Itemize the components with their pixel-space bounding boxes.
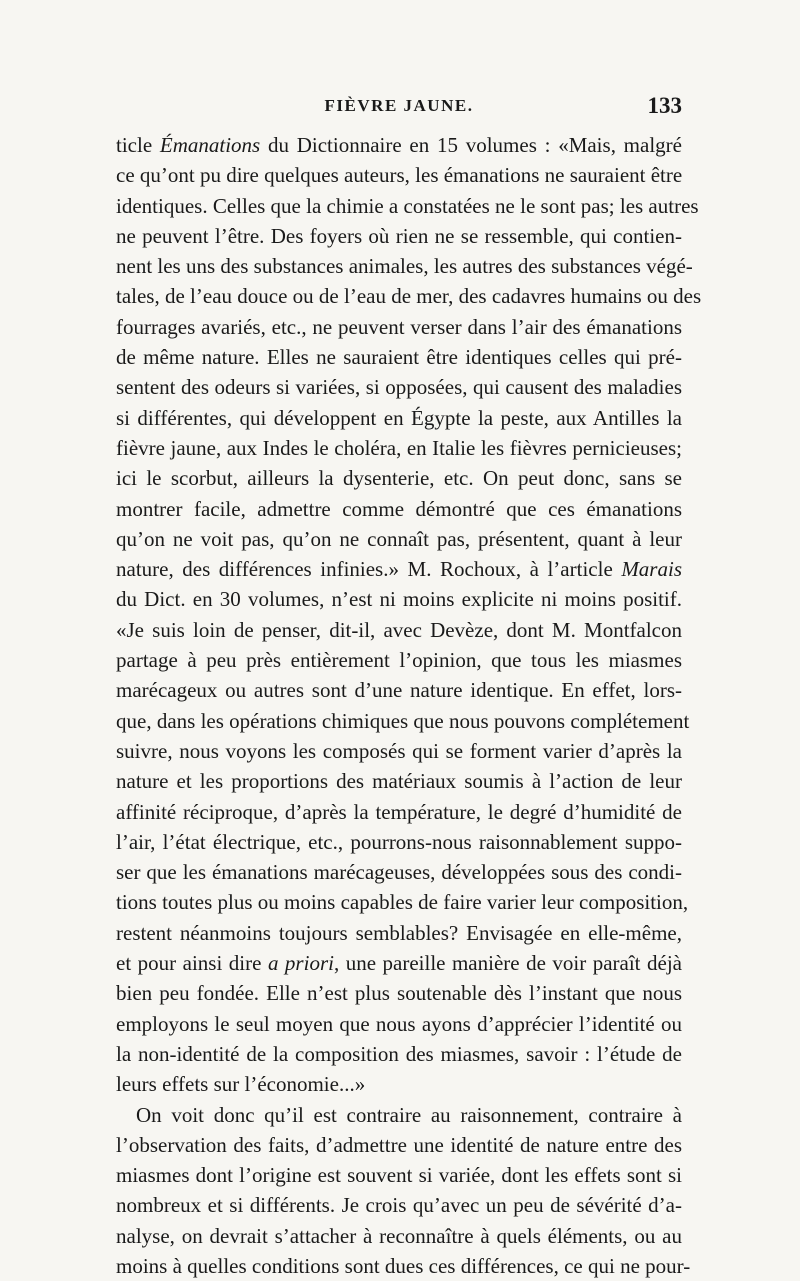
text-line	[116, 675, 682, 705]
text-line	[116, 918, 682, 948]
text-run: que, dans les opérations chimiques que nous pouvons complétement	[116, 708, 690, 733]
text-run: du Dict. en 30 volumes, n’est ni moins explicite ni moins positif.	[116, 587, 682, 612]
text-run: nature et les proportions des matériaux soumis à l’action de leur	[116, 769, 682, 794]
text-line	[116, 372, 682, 402]
text-run: fièvre jaune, aux Indes le choléra, en Italie les fièvres pernicieuses;	[116, 435, 682, 460]
text-run: identiques. Celles que la chimie a constatées ne le sont pas; les autres	[116, 193, 699, 218]
text-run: restent néanmoins toujours semblables? Envisagée en elle-même,	[116, 920, 682, 945]
text-line	[116, 433, 682, 463]
text-line	[116, 887, 689, 917]
text-line	[116, 221, 682, 251]
text-run: qu’on ne voit pas, qu’on ne connaît pas, présentent, quant à leur	[116, 526, 682, 551]
text-run: de même nature. Elles ne sauraient être identiques celles qui pré-	[116, 345, 682, 370]
italic-term: a priori	[267, 951, 334, 976]
text-line	[116, 160, 682, 190]
text-run: ticle	[116, 133, 160, 157]
text-line	[116, 797, 682, 827]
text-run: ce qu’ont pu dire quelques auteurs, les émanations ne sauraient être	[116, 163, 683, 188]
text-run: suivre, nous voyons les composés qui se forment varier d’après la	[116, 738, 682, 763]
text-run: du Dictionnaire en 15 volumes : «Mais, malgré	[260, 133, 682, 157]
text-run: nalyse, on devrait s’attacher à reconnaître à quels éléments, ou au	[116, 1223, 682, 1248]
text-line	[116, 1069, 682, 1099]
text-line	[116, 1190, 682, 1220]
text-line	[116, 1100, 682, 1130]
text-line	[116, 615, 682, 645]
text-run: tions toutes plus ou moins capables de faire varier leur composition,	[116, 890, 689, 915]
text-run: , une pareille manière de voir paraît déjà	[333, 951, 682, 976]
text-run: si différentes, qui développent en Égypte la peste, aux Antilles la	[116, 405, 682, 430]
text-run: et pour ainsi dire	[116, 951, 268, 976]
text-line	[116, 948, 682, 978]
text-line	[116, 978, 682, 1008]
body-text	[116, 130, 702, 1281]
text-line	[116, 191, 699, 221]
text-line	[116, 1009, 682, 1039]
text-line	[116, 130, 682, 160]
text-run: l’observation des faits, d’admettre une identité de nature entre des	[116, 1132, 682, 1157]
text-run: partage à peu près entièrement l’opinion, que tous les miasmes	[116, 648, 682, 673]
text-run: «Je suis loin de penser, dit-il, avec Devèze, dont M. Montfalcon	[116, 617, 682, 642]
text-line	[116, 645, 682, 675]
text-run: montrer facile, admettre comme démontré que ces émanations	[116, 496, 682, 521]
text-line	[116, 827, 682, 857]
text-line	[116, 463, 682, 493]
text-run: marécageux ou autres sont d’une nature identique. En effet, lors-	[116, 678, 682, 703]
text-line	[116, 342, 682, 372]
text-line	[116, 281, 702, 311]
italic-term: Émanations	[159, 133, 261, 157]
text-line	[116, 1221, 682, 1251]
text-run: leurs effets sur l’économie...»	[116, 1072, 366, 1097]
text-run: bien peu fondée. Elle n’est plus soutenable dès l’instant que nous	[116, 981, 682, 1006]
text-run: affinité réciproque, d’après la température, le degré d’humidité de	[116, 799, 682, 824]
text-run: fourrages avariés, etc., ne peuvent verser dans l’air des émanations	[116, 314, 682, 339]
running-head: FIÈVRE JAUNE.	[324, 96, 474, 115]
text-line	[116, 766, 682, 796]
text-run: ici le scorbut, ailleurs la dysenterie, etc. On peut donc, sans se	[116, 466, 682, 491]
text-run: nent les uns des substances animales, les autres des substances végé-	[116, 254, 693, 279]
text-run: ser que les émanations marécageuses, développées sous des condi-	[116, 860, 682, 885]
text-line	[116, 251, 693, 281]
text-line	[116, 494, 682, 524]
text-run: miasmes dont l’origine est souvent si variée, dont les effets sont si	[116, 1163, 682, 1188]
text-run: ne peuvent l’être. Des foyers où rien ne se ressemble, qui contien-	[116, 223, 682, 248]
text-line	[116, 1130, 682, 1160]
text-run: moins à quelles conditions sont dues ces différences, ce qui ne pour-	[116, 1253, 691, 1278]
text-line	[116, 554, 682, 584]
text-line	[116, 584, 682, 614]
text-run: nombreux et si différents. Je crois qu’avec un peu de sévérité d’a-	[116, 1193, 682, 1218]
text-line	[116, 736, 682, 766]
text-line	[116, 1039, 682, 1069]
text-run: On voit donc qu’il est contraire au raisonnement, contraire à	[136, 1102, 682, 1127]
page-header	[116, 93, 682, 126]
text-run: sentent des odeurs si variées, si opposées, qui causent des maladies	[116, 375, 682, 400]
text-line	[116, 1251, 691, 1281]
text-line	[116, 1160, 682, 1190]
text-run: employons le seul moyen que nous ayons d’apprécier l’identité ou	[116, 1011, 682, 1036]
text-run: l’air, l’état électrique, etc., pourrons-nous raisonnablement suppo-	[116, 829, 682, 854]
text-run: nature, des différences infinies.» M. Rochoux, à l’article	[116, 557, 622, 582]
text-run: la non-identité de la composition des miasmes, savoir : l’étude de	[116, 1041, 682, 1066]
text-line	[116, 403, 682, 433]
italic-term: Marais	[621, 557, 682, 582]
text-line	[116, 312, 682, 342]
text-line	[116, 857, 682, 887]
text-line	[116, 706, 690, 736]
page-number: 133	[647, 93, 682, 118]
text-run: tales, de l’eau douce ou de l’eau de mer, des cadavres humains ou des	[116, 284, 702, 309]
text-line	[116, 524, 682, 554]
